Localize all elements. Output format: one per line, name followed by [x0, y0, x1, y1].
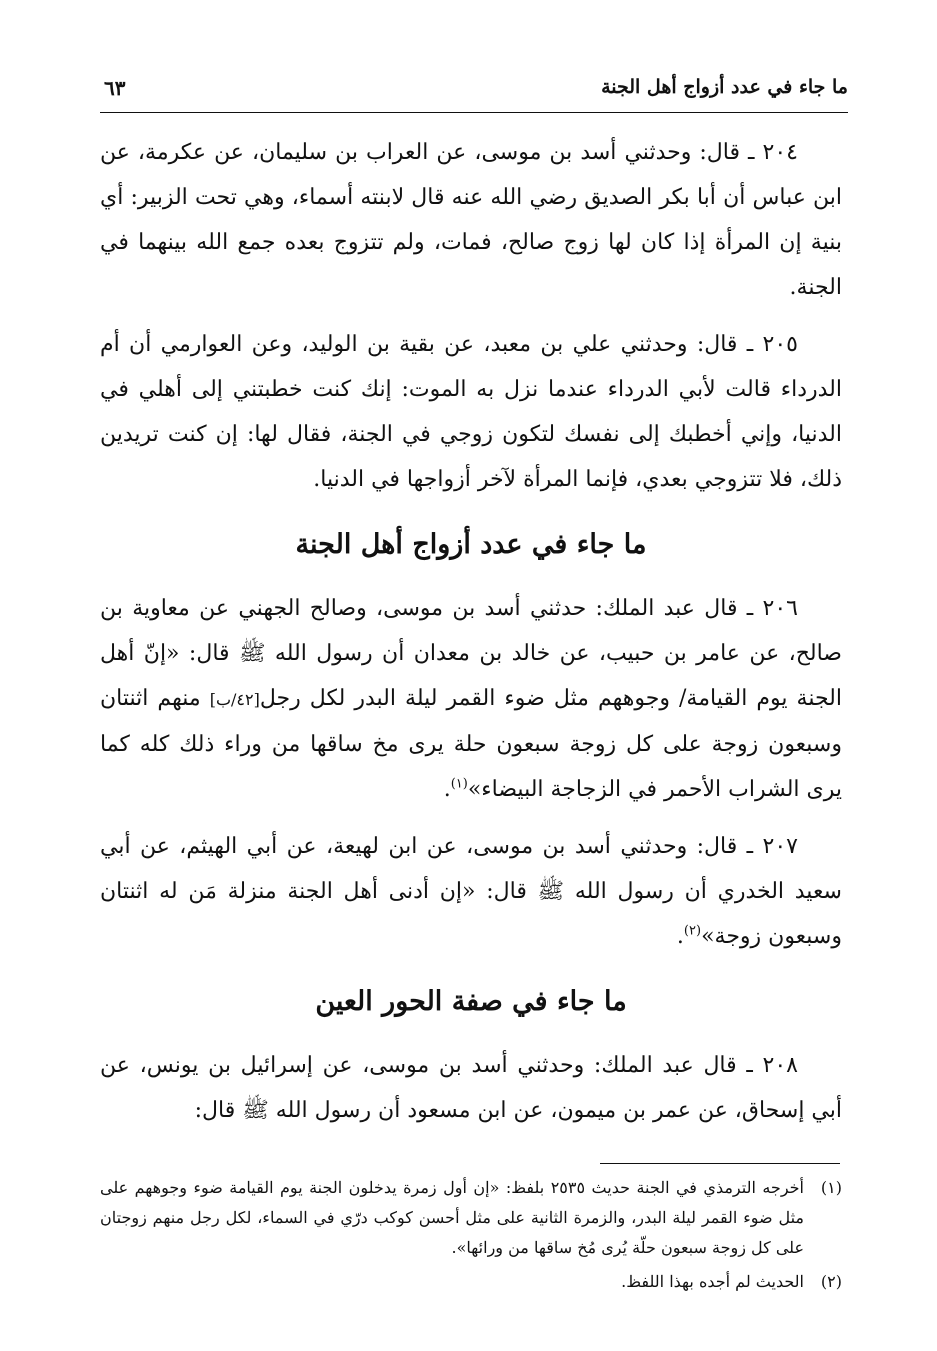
paragraph-206-text-end: منهم اثنتان وسبعون زوجة على كل زوجة سبعون حلة يرى مخ ساقها من وراء ذلك كله كما يرى الشراب الأحمر في الزجاجة البيضاء» [100, 686, 842, 802]
footnote-2-number: (٢) [820, 1272, 842, 1291]
section-heading-wives-count: ما جاء في عدد أزواج أهل الجنة [295, 529, 647, 560]
footnote-1-text: أخرجه الترمذي في الجنة حديث ٢٥٣٥ بلفظ: «إن أول زمرة يدخلون الجنة يوم القيامة ضوء وجوههم على مثل ضوء القمر ليلة البدر، والزمرة الثانية على مثل أحسن كوكب درّي في السماء، لكل رجل منهم زوجتان على كل زوجة سبعون حلّة يُرى مُخ ساقها من ورائها». [100, 1178, 804, 1257]
running-header [100, 72, 848, 113]
running-title: ما جاء في عدد أزواج أهل الجنة [601, 76, 848, 98]
footnotes [100, 1173, 842, 1301]
footnote-separator [600, 1163, 840, 1164]
footnote-1 [100, 1173, 842, 1263]
manuscript-folio-ref: [٤٢/ب] [209, 690, 260, 709]
paragraph-206 [100, 586, 842, 812]
paragraph-204: ٢٠٤ ـ قال: وحدثني أسد بن موسى، عن العراب بن سليمان، عن عكرمة، عن ابن عباس أن أبا بكر الصديق رضي الله عنه قال لابنته أسماء، وهي تحت الزبير: أي بنية إن المرأة إذا كان لها زوج صالح، فمات، ولم تتزوج بعده جمع الله بينهما في الجنة. [100, 140, 842, 300]
paragraph-205: ٢٠٥ ـ قال: وحدثني علي بن معبد، عن بقية بن الوليد، وعن العوارمي أن أم الدرداء قالت لأبي الدرداء عندما نزل به الموت: إنك كنت خطبتني إلى أهلي في الدنيا، وإني أخطبك إلى نفسك لتكون زوجي في الجنة، فقال لها: إن كنت تريدين ذلك، فلا تتزوجي بعدي، فإنما المرأة لآخر أزواجها في الدنيا. [100, 332, 842, 492]
paragraph-207-text: ٢٠٧ ـ قال: وحدثني أسد بن موسى، عن ابن لهيعة، عن أبي الهيثم، عن أبي سعيد الخدري أن رسول الله ﷺ قال: «إن أدنى أهل الجنة منزلة مَن له اثنتان وسبعون زوجة» [100, 834, 842, 949]
footnote-2 [100, 1267, 842, 1297]
page-number: ٦٣ [104, 76, 126, 100]
footnote-1-number: (١) [820, 1178, 842, 1197]
footnote-2-text: الحديث لم أجده بهذا اللفظ. [621, 1272, 804, 1291]
paragraph-208: ٢٠٨ ـ قال عبد الملك: وحدثني أسد بن موسى، عن إسرائيل بن يونس، عن أبي إسحاق، عن عمر بن ميمون، عن ابن مسعود أن رسول الله ﷺ قال: [100, 1053, 842, 1123]
main-text [100, 130, 842, 1145]
footnote-marker-2: (٢) [683, 923, 702, 939]
footnote-marker-1: (١) [450, 776, 468, 792]
paragraph-206-text-start: ٢٠٦ ـ قال عبد الملك: حدثني أسد بن موسى، وصالح الجهني عن معاوية بن صالح، عن عامر بن حبيب، عن خالد بن معدان أن رسول الله ﷺ قال: «إنّ أهل الجنة يوم القيامة/ وجوههم مثل ضوء القمر ليلة البدر لكل رجل [100, 596, 842, 711]
paragraph-206-period: . [443, 777, 451, 802]
section-heading-hur-al-ayn: ما جاء في صفة الحور العين [315, 986, 627, 1017]
paragraph-207 [100, 824, 842, 959]
paragraph-207-period: . [676, 924, 684, 949]
